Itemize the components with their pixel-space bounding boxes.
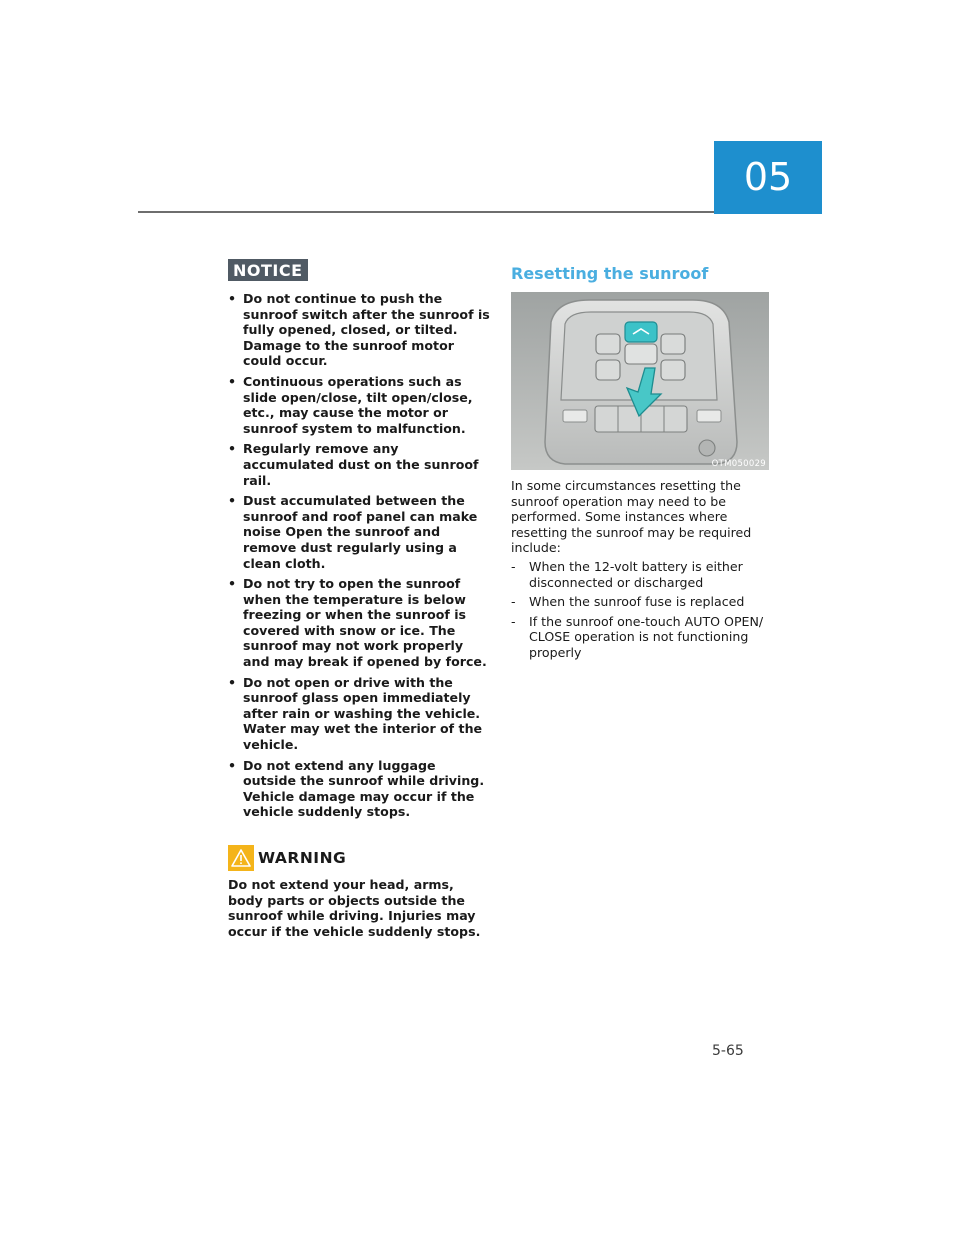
warning-text: Do not extend your head, arms, body parts or objects outside the sunroof while driving. Injuries may occur if the vehicle suddenly stops. bbox=[228, 877, 481, 939]
overhead-console-illustration bbox=[511, 292, 769, 470]
notice-item: • Do not continue to push the sunroof switch after the sunroof is fully opened, closed, or tilted. Damage to the sunroof motor could occur. bbox=[228, 291, 490, 369]
notice-label: NOTICE bbox=[228, 259, 308, 281]
right-column bbox=[511, 264, 773, 665]
notice-list bbox=[228, 291, 490, 820]
notice-item: • Do not extend any luggage outside the sunroof while driving. Vehicle damage may occur if the vehicle suddenly stops. bbox=[228, 757, 485, 820]
warning-triangle-icon bbox=[228, 845, 254, 871]
reset-condition-item: - When the sunroof fuse is replaced bbox=[511, 594, 745, 610]
notice-item: • Do not try to open the sunroof when the temperature is below freezing or when the sunroof is covered with snow or ice. The sunroof may not work properly and may break if opened by force. bbox=[228, 576, 487, 670]
chapter-tab: 05 bbox=[714, 141, 822, 214]
notice-item: • Regularly remove any accumulated dust on the sunroof rail. bbox=[228, 441, 479, 488]
header-rule bbox=[138, 211, 714, 213]
reset-condition-item: - When the 12-volt battery is either disconnected or discharged bbox=[511, 558, 743, 590]
warning-header bbox=[228, 845, 490, 871]
reset-conditions-list bbox=[511, 559, 773, 661]
left-column bbox=[228, 259, 490, 939]
section-title: Resetting the sunroof bbox=[511, 264, 709, 283]
notice-item: • Dust accumulated between the sunroof and roof panel can make noise Open the sunroof and remove dust regularly using a clean cloth. bbox=[228, 493, 478, 571]
reset-intro: In some circumstances resetting the sunroof operation may need to be performed. Some instances where resetting the sunroof may be required include: bbox=[511, 478, 752, 556]
sunroof-console-figure bbox=[511, 292, 769, 470]
notice-item: • Do not open or drive with the sunroof glass open immediately after rain or washing the vehicle. Water may wet the interior of the vehicle. bbox=[228, 674, 483, 753]
warning-title: WARNING bbox=[258, 849, 347, 867]
reset-condition-item: - If the sunroof one-touch AUTO OPEN/ CLOSE operation is not functioning properly bbox=[511, 613, 764, 660]
sunroof-switch-icon bbox=[625, 322, 657, 342]
notice-item: • Continuous operations such as slide open/close, tilt open/close, etc., may cause the motor or sunroof system to malfunction. bbox=[228, 373, 473, 436]
figure-code: OTM050029 bbox=[711, 459, 766, 469]
page-number: 5-65 bbox=[712, 1043, 744, 1059]
